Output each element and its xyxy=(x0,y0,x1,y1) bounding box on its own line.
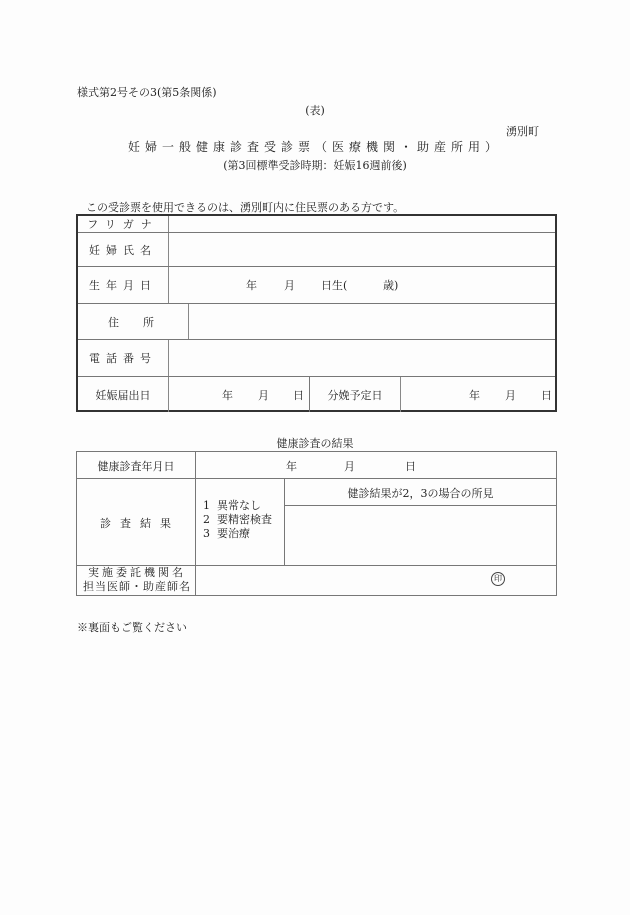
side-indicator: (表) xyxy=(305,104,325,117)
exam-year-unit: 年 xyxy=(286,460,297,473)
exam-day-unit: 日 xyxy=(405,460,416,473)
result-options-list xyxy=(203,499,272,541)
due-month-unit: 月 xyxy=(505,388,516,402)
municipality-name: 湧別町 xyxy=(506,125,539,138)
personal-info-table xyxy=(76,214,557,412)
address-field[interactable] xyxy=(169,304,555,339)
institution-label-line2: 担当医師・助産師名 xyxy=(83,580,191,593)
due-day-unit: 日 xyxy=(541,388,552,402)
due-date-label: 分娩予定日 xyxy=(310,377,401,412)
exam-date-field[interactable] xyxy=(196,452,556,478)
findings-header: 健診結果が2，3の場合の所見 xyxy=(347,487,494,500)
result-option-1[interactable]: 1 異常なし xyxy=(203,499,261,512)
institution-label-line1: 実施委託機関名 xyxy=(88,566,186,579)
name-field[interactable] xyxy=(169,233,555,266)
report-month-unit: 月 xyxy=(258,388,269,402)
footer-note: ※裏面もご覧ください xyxy=(77,621,187,634)
eligibility-notice: この受診票を使用できるのは、湧別町内に住民票のある方です。 xyxy=(86,201,405,214)
document-subtitle: (第3回標準受診時期：妊娠16週前後) xyxy=(223,159,407,172)
result-option-3[interactable]: 3 要治療 xyxy=(203,527,250,540)
furigana-row xyxy=(78,216,555,233)
exam-results-table xyxy=(76,451,557,596)
phone-field[interactable] xyxy=(169,340,555,376)
birth-day-unit: 日生( xyxy=(321,279,348,292)
address-label: 住所 xyxy=(78,304,189,339)
pregnancy-report-label: 妊娠届出日 xyxy=(78,377,169,412)
due-date-field[interactable] xyxy=(401,377,555,412)
document-title: 妊婦一般健康診査受診票（医療機関・助産所用） xyxy=(127,140,502,154)
furigana-field[interactable] xyxy=(169,216,555,232)
exam-month-unit: 月 xyxy=(344,460,355,473)
name-row xyxy=(78,233,555,267)
pregnancy-report-date-field[interactable] xyxy=(169,377,310,412)
name-label: 妊婦氏名 xyxy=(78,233,169,266)
phone-label: 電話番号 xyxy=(78,340,169,376)
row-divider xyxy=(77,478,556,479)
birth-month-unit: 月 xyxy=(284,279,295,292)
institution-label xyxy=(79,566,195,594)
result-label: 診査結果 xyxy=(100,517,180,530)
form-number: 様式第2号その3(第5条関係) xyxy=(77,86,217,99)
report-day-unit: 日 xyxy=(293,388,304,402)
result-option-2[interactable]: 2 要精密検査 xyxy=(203,513,272,526)
birthdate-row xyxy=(78,267,555,304)
furigana-label: フリガナ xyxy=(78,216,169,232)
due-year-unit: 年 xyxy=(469,388,480,402)
birth-year-unit: 年 xyxy=(246,279,257,292)
age-unit: 歳) xyxy=(383,279,399,292)
report-year-unit: 年 xyxy=(222,388,233,402)
seal-mark-icon: 印 xyxy=(491,572,505,586)
dates-row xyxy=(78,377,555,412)
address-row xyxy=(78,304,555,340)
birthdate-field[interactable] xyxy=(169,267,555,303)
phone-row xyxy=(78,340,555,377)
exam-date-label: 健康診査年月日 xyxy=(97,460,175,473)
results-caption: 健康診査の結果 xyxy=(276,437,354,450)
birthdate-label: 生年月日 xyxy=(78,267,169,303)
findings-field[interactable] xyxy=(286,506,556,564)
